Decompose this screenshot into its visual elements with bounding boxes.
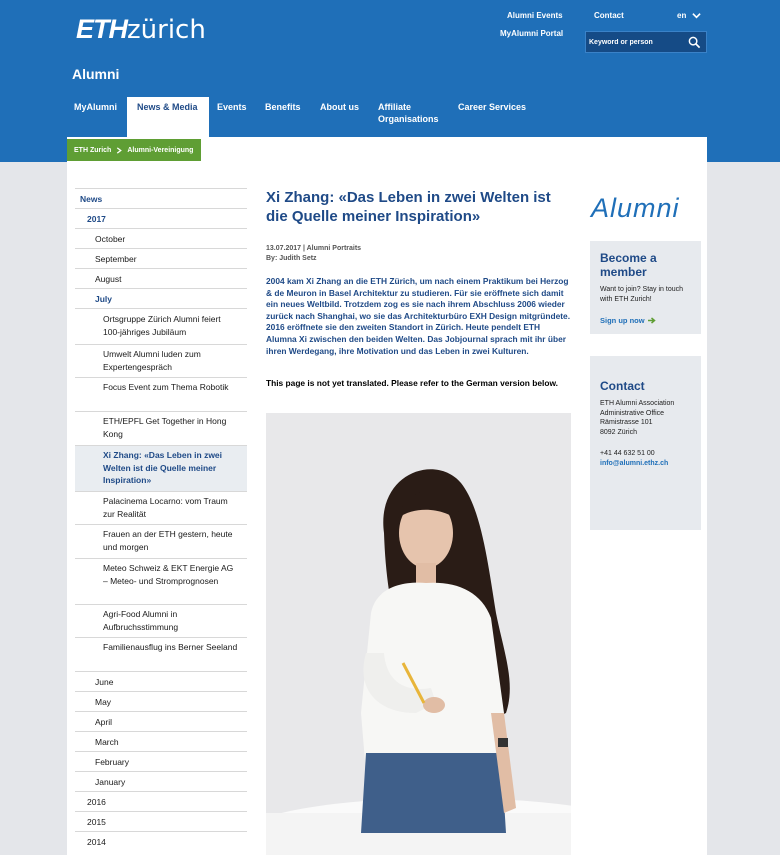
alumni-events-link[interactable]: Alumni Events (507, 11, 563, 20)
sidebar-item-july[interactable]: July (75, 288, 247, 308)
contact-line: Rämistrasse 101 (600, 419, 653, 426)
alumni-logo: Alumni (591, 193, 680, 223)
article-title: Xi Zhang: «Das Leben in zwei Welten ist die Quelle meiner Inspiration» (266, 189, 551, 225)
article-author: By: Judith Setz (266, 255, 317, 262)
nav-affiliate-organisations[interactable]: Affiliate Organisations (378, 102, 439, 124)
contact-line: Administrative Office (600, 409, 665, 417)
sidebar-item-january[interactable]: January (75, 771, 247, 791)
language-label: en (677, 11, 687, 20)
sidebar-item-2015[interactable]: 2015 (75, 811, 247, 831)
breadcrumb (67, 139, 201, 161)
breadcrumb-eth-zurich[interactable]: ETH Zurich (74, 146, 112, 154)
contact-link[interactable]: Contact (594, 11, 624, 20)
sidebar-item-march[interactable]: March (75, 731, 247, 751)
nav-events[interactable]: Events (217, 102, 247, 112)
eth-logo[interactable]: ETHzürich (76, 14, 206, 45)
become-member-title: Become a member (600, 251, 657, 279)
article-meta (266, 244, 361, 264)
sidebar-article-item[interactable]: ETH/EPFL Get Together in Hong Kong (75, 411, 247, 445)
language-selector[interactable] (677, 11, 701, 20)
chevron-right-icon (116, 147, 122, 154)
section-title: Alumni (72, 66, 120, 82)
breadcrumb-alumni-vereinigung[interactable]: Alumni-Vereinigung (127, 146, 194, 154)
chevron-down-icon (692, 11, 701, 20)
article-lead: 2004 kam Xi Zhang an die ETH Zürich, um nach einem Praktikum bei Herzog & de Meuron in Basel Architektur zu studieren. Für sie eröffnete sich damit ein neues Weltbild. Trotzdem zog es sie nach ihrem Abschluss 2006 wieder zurück nach Shanghai, wo sie das Architekturbüro EXH Design mitgründete. 2016 eröffnete sie den zweiten Standort in Zürich. Heute pendelt ETH Alumna Xi zwischen den beiden Welten. Das Jobjournal sprach mit ihr über ihren Werdegang, ihre Motivation und das Leben in zwei Kulturen. (266, 276, 571, 356)
nav-about-us[interactable]: About us (320, 102, 359, 112)
search-box (585, 31, 707, 53)
contact-line: 8092 Zürich (600, 428, 637, 436)
contact-line: ETH Alumni Association (600, 400, 675, 407)
sidebar-item-april[interactable]: April (75, 711, 247, 731)
search-icon[interactable] (688, 36, 701, 49)
sidebar-item-news[interactable]: News (75, 188, 247, 208)
sidebar-item-may[interactable]: May (75, 691, 247, 711)
sidebar-item-october[interactable]: October (75, 228, 247, 248)
sidebar-article-item[interactable]: Familienausflug ins Berner Seeland (75, 637, 247, 671)
nav-myalumni[interactable]: MyAlumni (74, 102, 118, 112)
sidebar-item-2014[interactable]: 2014 (75, 831, 247, 851)
search-input[interactable] (586, 32, 682, 52)
myalumni-portal-link[interactable]: MyAlumni Portal (500, 29, 564, 38)
sidebar-item-2017[interactable]: 2017 (75, 208, 247, 228)
translation-note: This page is not yet translated. Please refer to the German version below. (266, 378, 558, 388)
arrow-right-icon (648, 317, 656, 324)
sidebar-article-item[interactable]: Umwelt Alumni luden zum Expertengespräch (75, 344, 247, 377)
sidebar-item-2016[interactable]: 2016 (75, 791, 247, 811)
nav-career-services[interactable]: Career Services (458, 102, 527, 112)
nav-benefits[interactable]: Benefits (265, 102, 301, 112)
sidebar-item-june[interactable]: June (75, 671, 247, 691)
sidebar-item-august[interactable]: August (75, 268, 247, 288)
sidebar-article-item-active[interactable]: Xi Zhang: «Das Leben in zwei Welten ist die Quelle meiner Inspiration» (75, 445, 247, 491)
contact-email-link[interactable]: info@alumni.ethz.ch (600, 459, 669, 467)
sidebar-article-item[interactable]: Focus Event zum Thema Robotik (75, 377, 247, 411)
portrait-illustration (266, 413, 571, 855)
sidebar-item-february[interactable]: February (75, 751, 247, 771)
become-member-card (590, 241, 701, 334)
portrait-photo (266, 413, 571, 855)
sidebar-article-item[interactable]: Agri-Food Alumni in Aufbruchsstimmung (75, 604, 247, 637)
contact-phone: +41 44 632 51 00 (600, 450, 655, 457)
sidebar-article-item[interactable]: Meteo Schweiz & EKT Energie AG – Meteo- und Stromprognosen (75, 558, 247, 604)
contact-title: Contact (600, 379, 645, 393)
nav-news-media[interactable]: News & Media (127, 97, 209, 162)
sidebar-article-item[interactable]: Frauen an der ETH gestern, heute und morgen (75, 524, 247, 558)
become-member-text: Want to join? Stay in touch with ETH Zurich! (600, 286, 684, 303)
sidebar-article-item[interactable]: Palacinema Locarno: vom Traum zur Realität (75, 491, 247, 524)
contact-card (590, 356, 701, 530)
sidebar-article-item[interactable]: Ortsgruppe Zürich Alumni feiert 100-jähriges Jubiläum (75, 308, 247, 344)
sign-up-link[interactable]: Sign up now (600, 316, 645, 325)
sidebar-item-september[interactable]: September (75, 248, 247, 268)
article-date-category: 13.07.2017 | Alumni Portraits (266, 245, 362, 252)
